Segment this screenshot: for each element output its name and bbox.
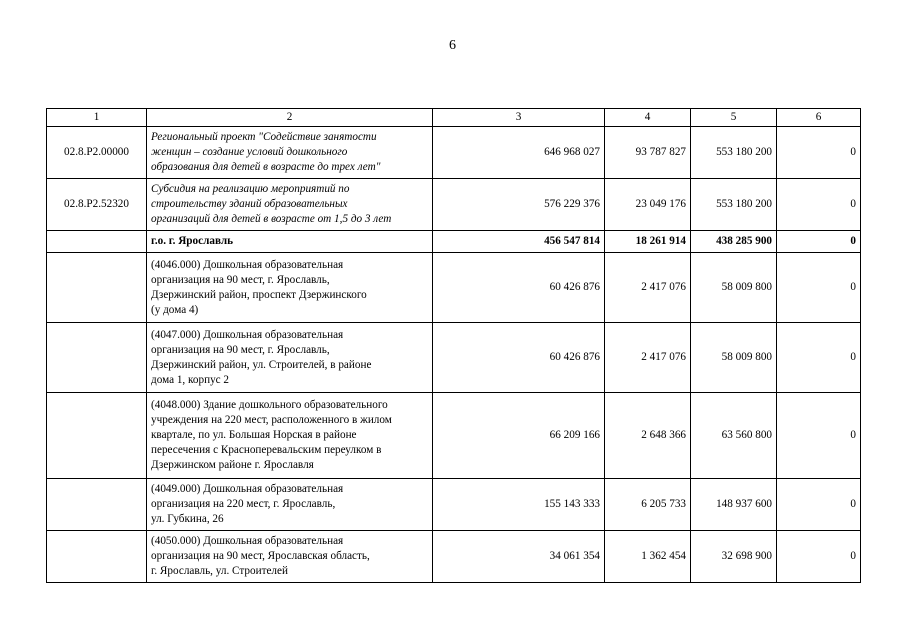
description-line: строительству зданий образовательных bbox=[151, 198, 348, 210]
amount-cell-c6: 0 bbox=[777, 179, 861, 231]
budget-code-cell: 02.8.Р2.00000 bbox=[47, 127, 147, 179]
amount-cell-c4: 2 417 076 bbox=[605, 253, 691, 323]
description-line: Субсидия на реализацию мероприятий по bbox=[151, 183, 350, 195]
description-cell bbox=[147, 179, 433, 231]
amount-cell-c6: 0 bbox=[777, 127, 861, 179]
amount-cell-c5: 438 285 900 bbox=[691, 231, 777, 253]
amount-cell-c4: 93 787 827 bbox=[605, 127, 691, 179]
description-line: женщин – создание условий дошкольного bbox=[151, 146, 348, 158]
budget-code-cell bbox=[47, 231, 147, 253]
description-line: организация на 220 мест, г. Ярославль, bbox=[151, 498, 336, 510]
budget-code-cell bbox=[47, 531, 147, 583]
description-line: (4046.000) Дошкольная образовательная bbox=[151, 258, 344, 271]
column-number: 2 bbox=[147, 109, 433, 127]
description-line: (4049.000) Дошкольная образовательная bbox=[151, 483, 344, 495]
amount-cell-c3: 66 209 166 bbox=[433, 393, 605, 479]
budget-table bbox=[46, 108, 861, 583]
table-row bbox=[47, 231, 861, 253]
amount-cell-c5: 553 180 200 bbox=[691, 127, 777, 179]
description-line: Дзержинском районе г. Ярославля bbox=[151, 459, 314, 471]
description-cell bbox=[147, 253, 433, 323]
description-line: Дзержинский район, ул. Строителей, в районе bbox=[151, 358, 372, 371]
column-number: 1 bbox=[47, 109, 147, 127]
amount-cell-c3: 155 143 333 bbox=[433, 479, 605, 531]
description-line: (4048.000) Здание дошкольного образовательного bbox=[151, 399, 388, 411]
description-cell bbox=[147, 479, 433, 531]
amount-cell-c3: 60 426 876 bbox=[433, 253, 605, 323]
description-line: Региональный проект "Содействие занятости bbox=[151, 131, 377, 143]
description-line: образования для детей в возрасте до трех лет" bbox=[151, 161, 381, 173]
description-line: дома 1, корпус 2 bbox=[151, 373, 230, 386]
description-cell bbox=[147, 323, 433, 393]
amount-cell-c5: 63 560 800 bbox=[691, 393, 777, 479]
column-number: 3 bbox=[433, 109, 605, 127]
page-number: 6 bbox=[449, 38, 456, 53]
column-number: 5 bbox=[691, 109, 777, 127]
amount-cell-c5: 58 009 800 bbox=[691, 253, 777, 323]
description-line: ул. Губкина, 26 bbox=[151, 513, 224, 525]
description-cell bbox=[147, 531, 433, 583]
table-row bbox=[47, 179, 861, 231]
amount-cell-c4: 18 261 914 bbox=[605, 231, 691, 253]
budget-code-cell bbox=[47, 323, 147, 393]
amount-cell-c6: 0 bbox=[777, 393, 861, 479]
description-line: (у дома 4) bbox=[151, 303, 199, 316]
description-line: Дзержинский район, проспект Дзержинского bbox=[151, 288, 367, 301]
description-cell bbox=[147, 231, 433, 253]
amount-cell-c4: 2 417 076 bbox=[605, 323, 691, 393]
description-cell bbox=[147, 127, 433, 179]
table-row bbox=[47, 323, 861, 393]
column-number: 6 bbox=[777, 109, 861, 127]
amount-cell-c3: 60 426 876 bbox=[433, 323, 605, 393]
table-row bbox=[47, 253, 861, 323]
amount-cell-c6: 0 bbox=[777, 253, 861, 323]
amount-cell-c4: 2 648 366 bbox=[605, 393, 691, 479]
budget-code-cell: 02.8.Р2.52320 bbox=[47, 179, 147, 231]
amount-cell-c4: 23 049 176 bbox=[605, 179, 691, 231]
amount-cell-c6: 0 bbox=[777, 531, 861, 583]
amount-cell-c3: 576 229 376 bbox=[433, 179, 605, 231]
description-line: организаций для детей в возрасте от 1,5 до 3 лет bbox=[151, 213, 392, 225]
amount-cell-c4: 1 362 454 bbox=[605, 531, 691, 583]
amount-cell-c4: 6 205 733 bbox=[605, 479, 691, 531]
amount-cell-c6: 0 bbox=[777, 323, 861, 393]
description-line: г. Ярославль, ул. Строителей bbox=[151, 565, 288, 577]
table-row bbox=[47, 127, 861, 179]
budget-code-cell bbox=[47, 393, 147, 479]
description-line: учреждения на 220 мест, расположенного в жилом bbox=[151, 414, 392, 426]
amount-cell-c5: 58 009 800 bbox=[691, 323, 777, 393]
amount-cell-c3: 34 061 354 bbox=[433, 531, 605, 583]
description-line: организация на 90 мест, г. Ярославль, bbox=[151, 273, 330, 286]
budget-code-cell bbox=[47, 479, 147, 531]
amount-cell-c5: 148 937 600 bbox=[691, 479, 777, 531]
description-line: (4050.000) Дошкольная образовательная bbox=[151, 535, 344, 547]
description-line: квартале, по ул. Большая Норская в районе bbox=[151, 429, 357, 441]
budget-code-cell bbox=[47, 253, 147, 323]
amount-cell-c6: 0 bbox=[777, 479, 861, 531]
table-row bbox=[47, 531, 861, 583]
amount-cell-c3: 456 547 814 bbox=[433, 231, 605, 253]
amount-cell-c5: 32 698 900 bbox=[691, 531, 777, 583]
description-cell bbox=[147, 393, 433, 479]
amount-cell-c3: 646 968 027 bbox=[433, 127, 605, 179]
description-line: (4047.000) Дошкольная образовательная bbox=[151, 328, 344, 341]
amount-cell-c5: 553 180 200 bbox=[691, 179, 777, 231]
column-number: 4 bbox=[605, 109, 691, 127]
table-row bbox=[47, 393, 861, 479]
amount-cell-c6: 0 bbox=[777, 231, 861, 253]
description-line: организация на 90 мест, г. Ярославль, bbox=[151, 343, 330, 356]
table-row bbox=[47, 479, 861, 531]
description-line: пересечения с Красноперевальским переулком в bbox=[151, 444, 382, 456]
description-line: организация на 90 мест, Ярославская область, bbox=[151, 550, 370, 562]
description-line: г.о. г. Ярославль bbox=[151, 235, 234, 247]
column-number-row bbox=[47, 109, 861, 127]
